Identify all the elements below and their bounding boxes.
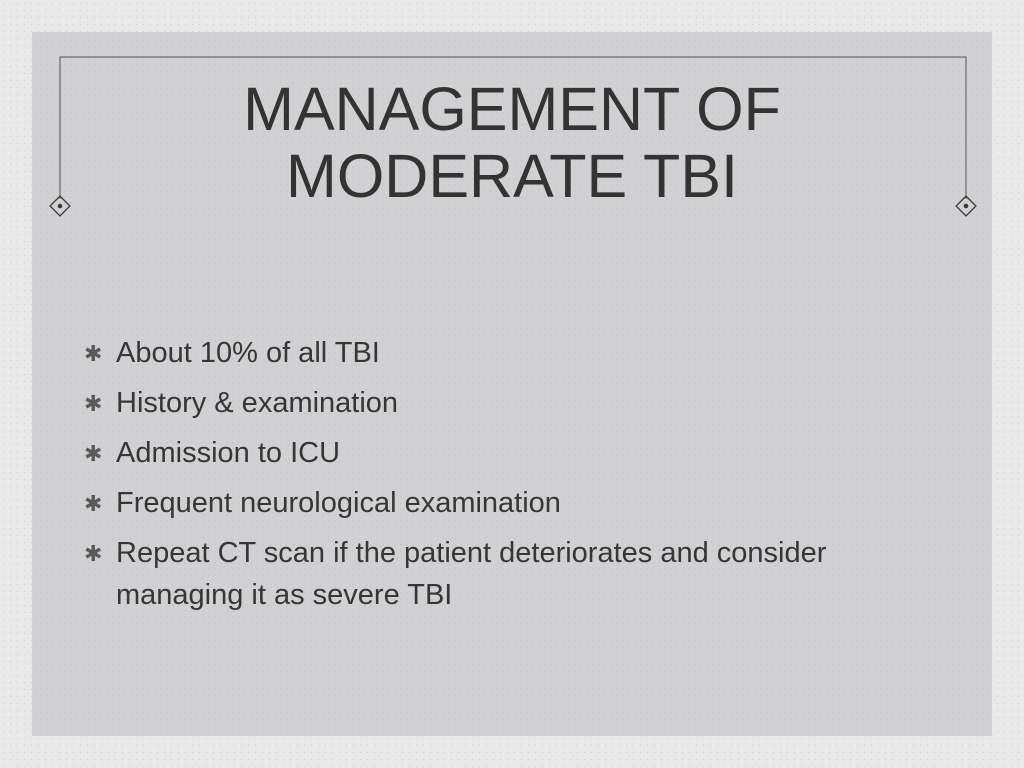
bullet-text: Frequent neurological examination	[116, 487, 561, 519]
asterisk-bullet-icon: ✱	[84, 441, 103, 466]
bullet-item	[84, 532, 864, 616]
asterisk-bullet-icon: ✱	[84, 391, 103, 416]
slide-title-line-2: MODERATE TBI	[286, 142, 738, 210]
bullet-item	[84, 482, 864, 524]
bullet-text: Admission to ICU	[116, 437, 341, 469]
slide-title	[140, 76, 884, 210]
bullet-item	[84, 382, 864, 424]
bullet-text: History & examination	[116, 387, 399, 419]
bullet-item	[84, 432, 864, 474]
bullet-list	[84, 332, 864, 624]
asterisk-bullet-icon: ✱	[84, 341, 103, 366]
bullet-item	[84, 332, 864, 374]
asterisk-bullet-icon: ✱	[84, 491, 103, 516]
bullet-text: About 10% of all TBI	[116, 337, 380, 369]
asterisk-bullet-icon: ✱	[84, 541, 103, 566]
slide-title-line-1: MANAGEMENT OF	[243, 75, 781, 143]
bullet-text: Repeat CT scan if the patient deteriorates and consider managing it as severe TBI	[116, 537, 827, 611]
